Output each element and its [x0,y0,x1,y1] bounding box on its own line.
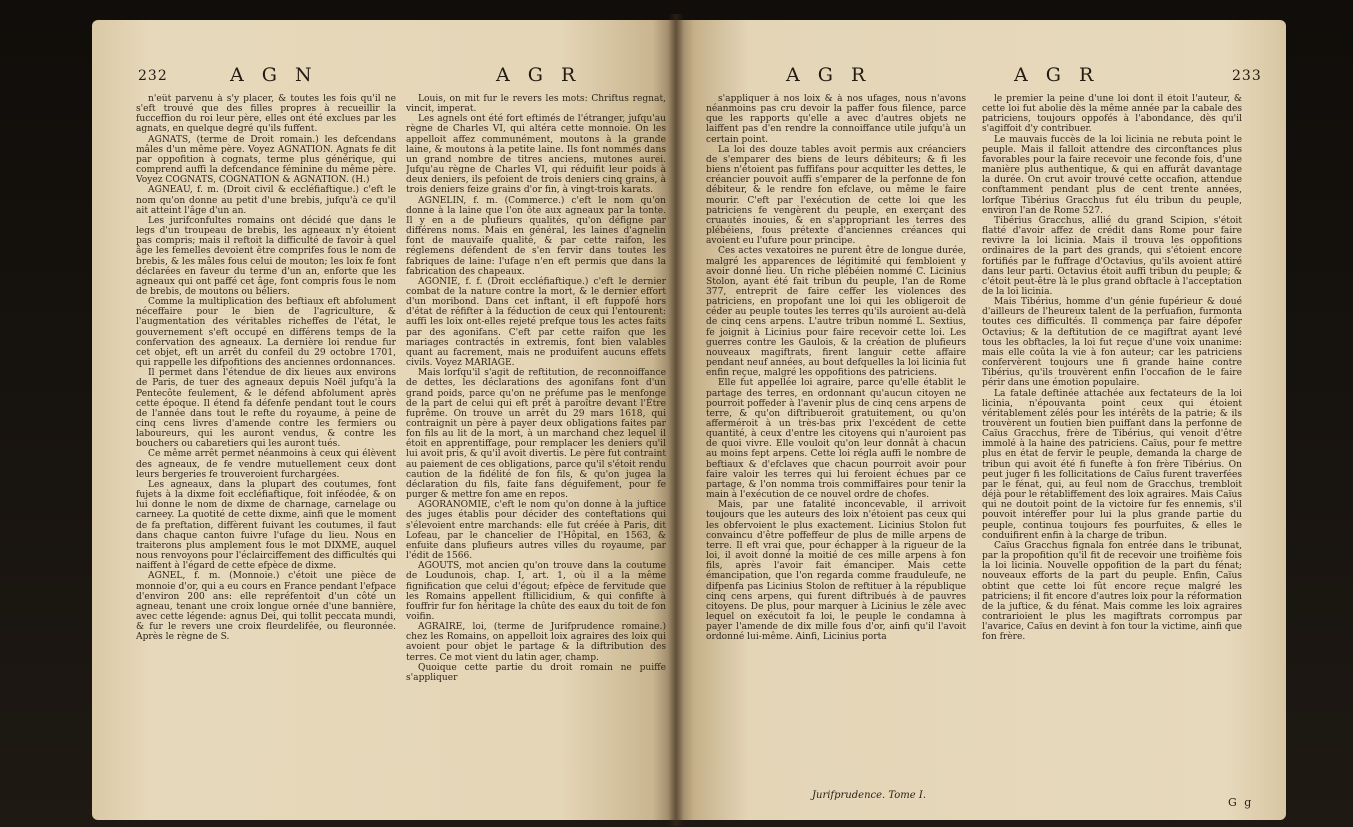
paragraph: Mais, par une fatalité inconcevable, il arrivoit toujours que les auteurs des loix n'étoient pas ceux qui les obfervoient le plus exactement. Licinius Stolon fut convaincu d'être poffeffeur de plus de mille arpens de terre. Il eft vrai que, pour échapper à la rigueur de la loi, il avoit donné la moitié de ces mille arpens à fon fils, après l'avoir fait émanciper. Mais cette émancipation, que l'on regarda comme frauduleufe, ne difpenfa pas Licinius Stolon de reftituer à la république cinq cens arpens, qui furent diftribués à de pauvres citoyens. De plus, pour marquer à Licinius le zèle avec lequel on exécutoit fa loi, le peuple le condamna à payer l'amende de dix mille fous d'or, ainfi qu'il l'avoit ordonné lui-même. Ainfi, Licinius porta [706,500,966,643]
right-page [676,20,1286,820]
paragraph: Mais lorfqu'il s'agit de reftitution, de reconnoiffance de dettes, les déclarations des agonifans font d'un grand poids, parce qu'on ne préfume pas le menfonge de la part de celui qui eft prêt à paroître devant l'Être fuprême. On trouve un arrêt du 29 mars 1618, qui contraignit un père à payer deux obligations faites par fon fils au lit de la mort, à un marchand chez lequel il étoit en apprentiffage, pour remplacer les deniers qu'il lui avoit pris, & qu'il avoit divertis. Le père fut contraint au paiement de ces obligations, parce qu'il s'étoit rendu caution de la fidélité de fon fils, & qu'on jugea la déclaration du fils, faite fans déguifement, pour fe purger & mettre fon ame en repos. [406,368,666,501]
paragraph: AGORANOMIE, c'eft le nom qu'on donne à la juftice des juges établis pour décider des conteftations qui s'élevoient entre marchands: elle fut créée à Paris, dit Lofeau, par le chancelier de l'Hôpital, en 1563, & enfuite dans plufieurs autres villes du royaume, par l'édit de 1566. [406,500,666,562]
paragraph: AGNEAU, f. m. (Droit civil & eccléfiaftique.) c'eft le nom qu'on donne au petit d'une brebis, jufqu'à ce qu'il ait atteint l'âge d'un an. [136,185,396,216]
paragraph: n'eût parvenu à s'y placer, & toutes les fois qu'il ne s'eft trouvé que des filles propres à recueillir la fucceffion du roi leur père, elles ont été exclues par les agnats, en quelque degré qu'ils fuffent. [136,94,396,135]
right-headword-inner: A G R [1014,64,1100,86]
left-page [92,20,676,820]
left-page-number: 232 [138,68,168,84]
left-headword-inner: A G R [496,64,582,86]
left-column-2 [406,94,666,806]
page-footer-volume: Jurifprudence. Tome I. [812,790,927,801]
paragraph: AGONIE, f. f. (Droit eccléfiaftique.) c'eft le dernier combat de la nature contre la mort, & le dernier effort d'un moribond. Dans cet inftant, il eft fuppofé hors d'état de réfifter à la féduction de ceux qui l'entourent: auffi les loix ont-elles rejeté prefque tous les actes faits par des agonifans. C'eft par cette raifon que les mariages contractés in extremis, font bien valables quant au facrement, mais ne produifent aucuns effets civils. Voyez MARIAGE. [406,276,666,369]
signature-mark: G g [1228,796,1254,809]
right-column-1 [706,94,966,784]
right-page-header [676,64,1286,88]
paragraph: Louis, on mit fur le revers les mots: Chriftus regnat, vincit, imperat. [406,94,666,115]
paragraph: AGNELIN, f. m. (Commerce.) c'eft le nom qu'on donne à la laine que l'on ôte aux agneaux par la tonte. Il y en a de plufieurs qualités, qu'on défigne par différens noms. Mais en général, les laines d'agnelin font de mauvaife qualité, & par cette raifon, les réglemens défendent de s'en fervir dans toutes les fabriques de laine: l'ufage n'en eft permis que dans la fabrication des chapeaux. [406,195,666,277]
paragraph: Il permet dans l'étendue de dix lieues aux environs de Paris, de tuer des agneaux depuis Noël jufqu'à la Pentecôte feulement, & le défend abfolument après cette époque. Il étend fa défenfe pendant tout le cours de l'année dans tout le refte du royaume, à peine de cinq cens livres d'amende contre les fermiers ou laboureurs, qui les auront vendus, & contre les bouchers ou cabaretiers qui les auront tués. [136,368,396,450]
paragraph: AGNATS, (terme de Droit romain.) les defcendans mâles d'un même père. Voyez AGNATION. Agnats fe dit par oppofition à cognats, terme plus générique, qui comprend auffi la defcendance féminine du même père. Voyez COGNATS, COGNATION & AGNATION. (H.) [136,134,396,186]
right-headword-outer: A G R [786,64,872,86]
paragraph: Les agneaux, dans la plupart des coutumes, font fujets à la dixme foit eccléfiaftique, foit inféodée, & on lui donne le nom de dixme de charnage, carnelage ou carneey. La quotité de cette dixme, ainfi que le moment de fa preftation, diffèrent fuivant les coutumes, il faut dans chaque canton fuivre l'ufage du lieu. Nous en traiterons plus amplement fous le mot DIXME, auquel nous renvoyons pour l'éclairciffement des difficultés qui naiffent à l'égard de cette efpèce de dixme. [136,479,396,572]
paragraph: AGRAIRE, loi, (terme de Jurifprudence romaine.) chez les Romains, on appelloit loix agraires des loix qui avoient pour objet le partage & la diftribution des terres. Ce mot vient du latin ager, champ. [406,622,666,663]
paragraph: Caïus Gracchus fignala fon entrée dans le tribunat, par la propofition qu'il fit de recevoir une troifième fois la loi licinia. Nouvelle oppofition de la part du fénat; nouveaux efforts de la part du peuple. Enfin, Caïus obtint que cette loi fût encore reçue malgré les patriciens; il fit encore d'autres loix pour la réformation de la juftice, & du fénat. Mais comme les loix agraires contrarioient le plus les magiftrats corrompus par l'avarice, Caïus en devint à fon tour la victime, ainfi que fon frère. [982,540,1242,643]
paragraph: AGOUTS, mot ancien qu'on trouve dans la coutume de Loudunois, chap. I, art. 1, où il a la même fignification que celui d'égout; efpèce de fervitude que les Romains appellent ftillicidium, & qui confifte à fouffrir fur fon héritage la chûte des eaux du toit de fon voifin. [406,561,666,622]
paragraph: Ces actes vexatoires ne purent être de longue durée, malgré les apparences de légitimité qui fembloient y avoir donné lieu. Un riche plébéien nommé C. Licinius Stolon, ayant été fait tribun du peuple, l'an de Rome 377, entreprit de faire ceffer les violences des patriciens, en propofant une loi qui les obligeroit de céder au peuple toutes les terres qu'ils auroient au-delà de cinq cens arpens. L'autre tribun nommé L. Sextius, fe joignit à Licinius pour faire recevoir cette loi. Les guerres contre les Gaulois, & la création de plufieurs nouveaux magiftrats, firent languir cette affaire pendant neuf années, au bout defquelles la loi licinia fut enfin reçue, malgré les oppofitions des patriciens. [706,246,966,379]
paragraph: le premier la peine d'une loi dont il étoit l'auteur, & cette loi fut abolie dès la même année par la cabale des patriciens, toujours oppofés à l'abondance, dès qu'il s'agiffoit d'y contribuer. [982,94,1242,135]
left-headword-outer: A G N [230,64,318,86]
left-column-1 [136,94,396,806]
paragraph: Quoique cette partie du droit romain ne puiffe s'appliquer [406,662,666,683]
paragraph: Tibérius Gracchus, allié du grand Scipion, s'étoit flatté d'avoir affez de crédit dans Rome pour faire revivre la loi licinia. Mais il trouva les oppofitions ordinaires de la part des grands, qui s'étoient encore fortifiés par le fuffrage d'Octavius, qu'ils avoient attiré dans leur parti. Octavius étoit auffi tribun du peuple; & c'étoit peut-être là le plus grand obftacle à l'acceptation de la loi licinia. [982,215,1242,297]
paragraph: Le mauvais fuccès de la loi licinia ne rebuta point le peuple. Mais il falloit attendre des circonftances plus favorables pour la faire recevoir une feconde fois, d'une manière plus authentique, & qui en affurât davantage la durée. On crut avoir trouvé cette occafion, attendue conftamment pendant plus de cent trente années, lorfque Tibérius Gracchus fut élu tribun du peuple, environ l'an de Rome 527. [982,134,1242,216]
paragraph: Comme la multiplication des beftiaux eft abfolument néceffaire pour le bien de l'agriculture, & l'augmentation des véritables richeffes de l'état, le gouvernement s'eft occupé en différens temps de la confervation des agneaux. La dernière loi rendue fur cet objet, eft un arrêt du confeil du 29 octobre 1701, qui rappelle les difpofitions des anciennes ordonnances. [136,297,396,369]
paragraph: Ce même arrêt permet néanmoins à ceux qui élèvent des agneaux, de fe vendre mutuellement ceux dont leurs bergeries fe trouveroient furchargées. [136,449,396,480]
paragraph: Les agnels ont été fort eftimés de l'étranger, jufqu'au règne de Charles VI, qui altéra cette monnoie. On les appelloit affez communément, moutons à la grande laine, & moutons à la petite laine. Ils font nommés dans un grand nombre de titres anciens, mutones aurei. Jufqu'au règne de Charles VI, qui réduifit leur poids à deux deniers, ils pefoient de trois deniers cinq grains, à trois deniers feize grains d'or fin, à vingt-trois karats. [406,114,666,196]
paragraph: Mais Tibérius, homme d'un génie fupérieur & doué d'ailleurs de l'heureux talent de la perfuafion, furmonta toutes ces difficultés. Il commença par faire dépofer Octavius; & la deftitution de ce magiftrat ayant levé tous les obftacles, la loi fut reçue d'une voix unanime: mais elle coûta la vie à fon auteur; car les patriciens confervèrent toujours une fi grande haine contre Tibérius, qu'ils trouvèrent enfin l'occafion de le faire périr dans une émotion populaire. [982,297,1242,389]
right-page-number: 233 [1232,68,1262,84]
paragraph: Elle fut appellée loi agraire, parce qu'elle établit le partage des terres, en ordonnant qu'aucun citoyen ne pourroit poffeder à l'avenir plus de cinq cens arpens de terre, & qu'on diftribueroit gratuitement, ou qu'on afferméroit à un très-bas prix l'excédent de cette quantité, à ceux d'entre les citoyens qui n'auroient pas de quoi vivre. Elle vouloit qu'on leur donnât à chacun au moins fept arpens. Cette loi régla auffi le nombre de beftiaux & d'efclaves que chacun pourroit avoir pour faire valoir les terres qui lui feroient échues par ce partage, & l'on nomma trois commiffaires pour tenir la main à l'exécution de ce nouvel ordre de chofes. [706,378,966,501]
paragraph: La loi des douze tables avoit permis aux créanciers de s'emparer des biens de leurs débiteurs; & fi les biens n'étoient pas fuffifans pour acquitter les dettes, le créancier pouvoit auffi s'emparer de la perfonne de fon débiteur, & le rendre fon efclave, ou même le faire mourir. C'eft par l'exécution de cette loi que les patriciens fe vengèrent du peuple, en exerçant des cruautés inouies, & en s'appropriant les terres des plébéiens, fous prétexte d'anciennes créances qui avoient eu l'ufure pour principe. [706,144,966,247]
paragraph: s'appliquer à nos loix & à nos ufages, nous n'avons néanmoins pas cru devoir la paffer fous filence, parce que les rapports qu'elle a avec d'autres objets ne laiffent pas d'en rendre la connoiffance utile jufqu'à un certain point. [706,94,966,145]
paragraph: La fatale deftinée attachée aux fectateurs de la loi licinia, n'épouvanta point ceux qui étoient véritablement zélés pour les intérêts de la patrie; & ils trouvèrent un foutien bien puiffant dans la perfonne de Caïus Gracchus, frère de Tibérius, qui venoit d'être immolé à la haine des patriciens. Caïus, pour fe mettre plus en état de fervir le peuple, demanda la charge de tribun qui avoit été fi funefte à fon frère Tibérius. On peut juger fi les follicitations de Caïus furent traverfées par le fénat, qui, au feul nom de Gracchus, trembloit déjà pour le rétabliffement des loix agraires. Mais Caïus qui ne doutoit point de la victoire fur fes ennemis, s'il pouvoit intéreffer pour lui la plus grande partie du peuple, continua toujours fes pourfuites, & elles le conduifirent enfin à la charge de tribun. [982,388,1242,541]
left-page-header [92,64,676,88]
right-column-2 [982,94,1242,794]
paragraph: AGNEL, f. m. (Monnoie.) c'étoit une pièce de monnoie d'or, qui a eu cours en France pendant l'efpace d'environ 200 ans: elle repréfentoit d'un côté un agneau, tenant une croix longue ornée d'une bannière, avec cette légende: agnus Dei, qui tollit peccata mundi, & fur le revers une croix fleurdelifée, ou fleuronnée. Après le règne de S. [136,571,396,643]
paragraph: Les jurifconfultes romains ont décidé que dans le legs d'un troupeau de brebis, les agneaux n'y étoient pas compris; mais il reftoit la difficulté de favoir à quel âge les femelles devoient être comprifes fous le nom de brebis, & les mâles fous celui de mouton; les loix fe font déclarées en faveur du terme d'un an, enforte que les agneaux qui ont paffé cet âge, font compris fous le nom de brebis, de moutons ou béliers. [136,215,396,297]
